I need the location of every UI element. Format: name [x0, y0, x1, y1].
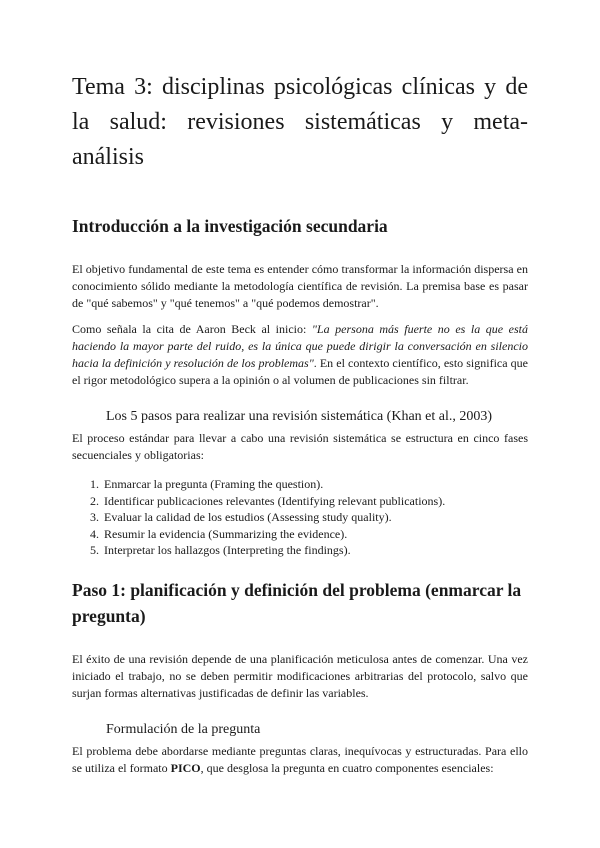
list-item: 5. Interpretar los hallazgos (Interpreting the findings). [102, 542, 528, 559]
pico-term: PICO [170, 760, 201, 775]
intro-paragraph-1: El objetivo fundamental de este tema es entender cómo transformar la información dispersa en conocimiento sólido mediante la metodología científica de revisión. La premisa base es pasar de "qué sabemos" y "qué tenemos" a "qué podemos demostrar". [72, 262, 528, 310]
list-item: 2. Identificar publicaciones relevantes (Identifying relevant publications). [102, 493, 528, 510]
beck-quote: "La persona más fuerte no es la que está haciendo la mayor parte del ruido, es la única que puede dirigir la conversación en silencio hacia la definición y resolución de los problemas" [72, 322, 528, 370]
list-item: 3. Evaluar la calidad de los estudios (Assessing study quality). [102, 509, 528, 526]
list-item: 4. Resumir la evidencia (Summarizing the evidence). [102, 526, 528, 543]
pico-lead: El problema debe abordarse mediante preguntas claras, inequívocas y estructuradas. Para ello se utiliza el formato [72, 743, 528, 775]
list-item: 1. Enmarcar la pregunta (Framing the question). [102, 476, 528, 493]
step1-paragraph: El éxito de una revisión depende de una planificación meticulosa antes de comenzar. Una vez iniciado el trabajo, no se deben permitir modificaciones arbitrarias del protocolo, salvo que surjan formas alternativas justificadas de definir las variables. [72, 651, 528, 700]
page-title: Tema 3: disciplinas psicológicas clínicas y de la salud: revisiones sistemáticas y meta-análisis [72, 74, 528, 170]
pico-paragraph [72, 743, 528, 777]
beck-tail: . En el contexto científico, esto significa que el rigor metodológico supera a la opinión o al volumen de publicaciones sin filtrar. [72, 356, 528, 387]
steps-list [72, 476, 528, 559]
subsection-heading-question: Formulación de la pregunta [106, 721, 261, 737]
subsection-heading-5-steps: Los 5 pasos para realizar una revisión sistemática (Khan et al., 2003) [106, 409, 493, 424]
steps-intro: El proceso estándar para llevar a cabo una revisión sistemática se estructura en cinco fases secuenciales y obligatorias: [72, 431, 528, 462]
section-heading-step1: Paso 1: planificación y definición del problema (enmarcar la pregunta) [72, 579, 522, 626]
pico-tail: , que desglosa la pregunta en cuatro componentes esenciales: [200, 760, 494, 775]
section-heading-intro: Introducción a la investigación secundaria [72, 216, 388, 236]
intro-paragraph-2 [72, 321, 528, 389]
beck-lead: Como señala la cita de Aaron Beck al inicio: [72, 322, 312, 336]
